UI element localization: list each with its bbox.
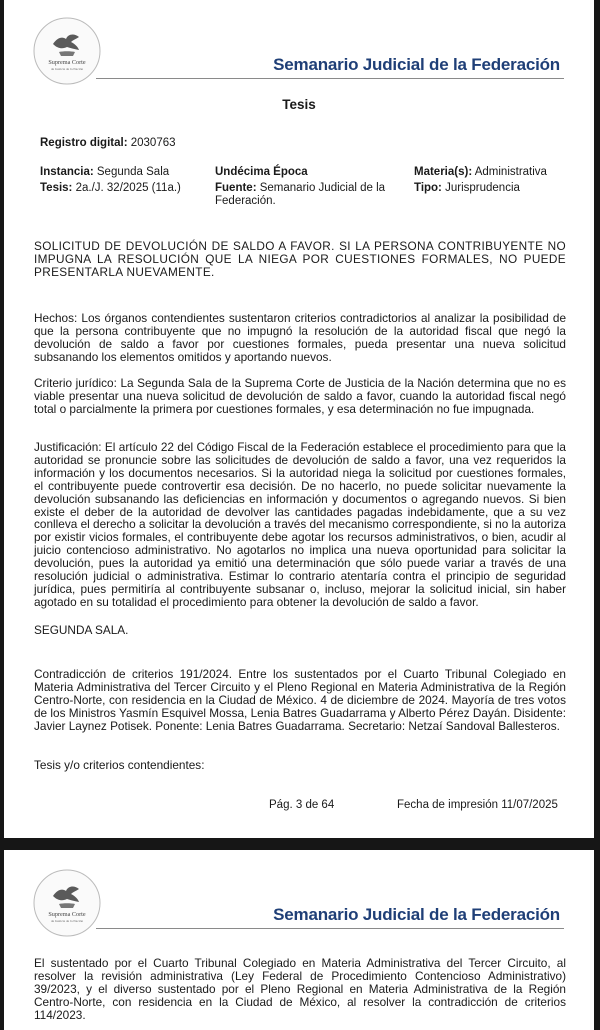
materia-value: Administrativa <box>474 166 547 178</box>
logo-text-line1: Suprema Corte <box>48 59 86 66</box>
fuente-label: Fuente: <box>215 182 257 194</box>
paragraph-criterio: Criterio jurídico: La Segunda Sala de la Suprema Corte de Justicia de la Nación determina que no es viable presentar una nueva solicitud de devolución de saldo a favor, cuando la autoridad fiscal negó total o parcialmente la primera por cuestiones formales, y esa determinación no fue impugnada. <box>34 376 566 416</box>
instancia-value: Segunda Sala <box>96 166 170 178</box>
tipo <box>414 182 520 195</box>
registro-label: Registro digital: <box>40 137 128 149</box>
document-page-2 <box>4 850 594 1030</box>
registro-value: 2030763 <box>130 137 176 149</box>
tesis-label: Tesis: <box>40 182 73 194</box>
epoca <box>215 166 308 179</box>
tesis-number <box>40 182 181 195</box>
publication-title: Semanario Judicial de la Federación <box>273 55 560 74</box>
paragraph-page2: El sustentado por el Cuarto Tribunal Colegiado en Materia Administrativa del Tercer Circuito, al resolver la revisión administrativa (Ley Federal de Procedimiento Contencioso Administrativo) 39/2023, y el diverso sustentado por el Pleno Regional en Materia Administrativa de la Región Centro-Norte, con residencia en la Ciudad de México, al resolver la contradicción de criterios 114/2023. <box>34 956 566 1022</box>
paragraph-contradiccion: Contradicción de criterios 191/2024. Entre los sustentados por el Cuarto Tribunal Colegiado en Materia Administrativa del Tercer Circuito y el Pleno Regional en Materia Administrativa de la Región Centro-Norte, con residencia en la Ciudad de México. 4 de diciembre de 2024. Mayoría de tres votos de los Ministros Yasmín Esquivel Mossa, Lenia Batres Guadarrama y Alberto Pérez Dayán. Disidente: Javier Laynez Potisek. Ponente: Lenia Batres Guadarrama. Secretario: Netzaí Sandoval Ballesteros. <box>34 667 566 733</box>
tipo-label: Tipo: <box>414 182 442 194</box>
instancia-label: Instancia: <box>40 166 94 178</box>
paragraph-sala: SEGUNDA SALA. <box>34 623 129 637</box>
document-page-1 <box>4 0 594 838</box>
instancia <box>40 166 169 179</box>
scjn-logo <box>32 16 102 86</box>
tesis-value: 2a./J. 32/2025 (11a.) <box>75 182 181 194</box>
document-type: Tesis <box>282 97 316 112</box>
registro-digital <box>40 137 176 150</box>
paragraph-hechos: Hechos: Los órganos contendientes sustentaron criterios contradictorios al analizar la posibilidad de que la persona contribuyente que no impugnó la resolución de la autoridad fiscal que negó la devolución de saldo a favor por cuestiones formales, pueda presentar una nueva solicitud subsanando los elementos omitidos y aportando nuevos. <box>34 311 566 364</box>
paragraph-contendientes: Tesis y/o criterios contendientes: <box>34 758 205 772</box>
fuente <box>215 182 400 208</box>
page-number: Pág. 3 de 64 <box>269 799 335 811</box>
fuente-value: Semanario Judicial de la Federación. <box>215 182 386 207</box>
materia-label: Materia(s): <box>414 166 473 178</box>
logo-text-line1: Suprema Corte <box>48 911 86 918</box>
logo-text-line2: de Justicia de la Nación <box>50 919 84 923</box>
materia <box>414 166 547 179</box>
paragraph-justificacion: Justificación: El artículo 22 del Código Fiscal de la Federación establece el procedimiento para que la autoridad se pronuncie sobre las solicitudes de devolución de saldo a favor, una vez requeridos la información y los documentos necesarios. Si la autoridad niega la solicitud por cuestiones formales, el contribuyente puede controvertir esa decisión. De no hacerlo, no puede solicitar nuevamente la devolución subsanando las deficiencias en información y documentos o agregando nuevos. Si bien existe el deber de la autoridad de devolver las cantidades pagadas indebidamente, que a su vez conlleva el derecho a solicitar la devolución a través del mecanismo correspondiente, si no la autoriza por existir vicios formales, el contribuyente debe agotar los recursos administrativos, o bien, acudir al juicio contencioso administrativo. No agotarlos no implica una nueva oportunidad para solicitar la devolución, pues la autoridad ya emitió una determinación que sólo puede variar a través de una resolución judicial o administrativa. Estimar lo contrario atentaría contra el principio de seguridad jurídica, pues permitiría al contribuyente subsanar o, incluso, mejorar la solicitud inicial, sin haber agotado en su totalidad el procedimiento para obtener la devolución de saldo a favor. <box>34 440 566 609</box>
publication-title: Semanario Judicial de la Federación <box>273 905 560 924</box>
epoca-value: Undécima Época <box>215 166 308 178</box>
tipo-value: Jurisprudencia <box>445 182 520 194</box>
logo-text-line2: de Justicia de la Nación <box>50 67 84 71</box>
scjn-logo <box>32 868 102 938</box>
rubro-heading: SOLICITUD DE DEVOLUCIÓN DE SALDO A FAVOR. SI LA PERSONA CONTRIBUYENTE NO IMPUGNA LA RESOLUCIÓN QUE LA NIEGA POR CUESTIONES FORMALES, NO PUEDE PRESENTARLA NUEVAMENTE. <box>34 239 566 279</box>
header-divider <box>96 78 564 79</box>
header-divider <box>96 928 564 929</box>
print-date: Fecha de impresión 11/07/2025 <box>397 799 558 811</box>
